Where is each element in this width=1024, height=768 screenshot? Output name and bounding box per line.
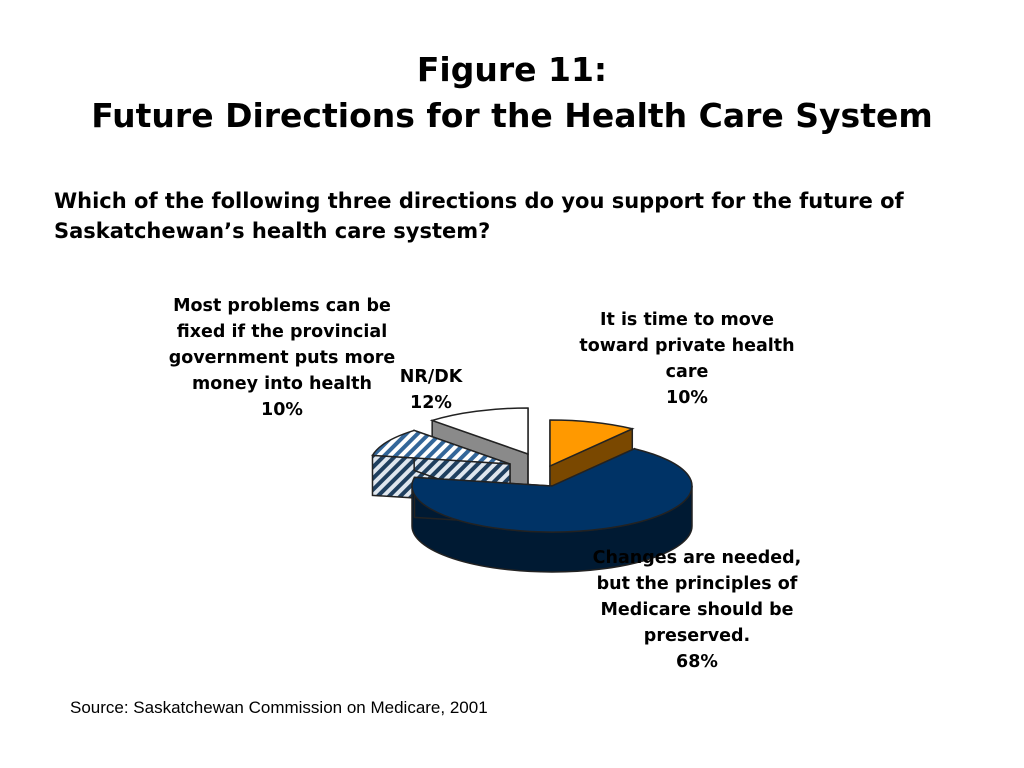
slice-label-private-care: It is time to move toward private health care 10% [579, 310, 795, 408]
source-note: Source: Saskatchewan Commission on Medicare, 2001 [70, 698, 488, 717]
slice-label-nr-dk: NR/DK 12% [399, 367, 463, 413]
figure-number: Figure 11: [416, 50, 608, 89]
slice-label-more-money: Most problems can be fixed if the provincial government puts more money into health 10% [168, 296, 396, 420]
chart-title: Future Directions for the Health Care System [91, 96, 933, 135]
slice-label-preserve-medicare: Changes are needed, but the principles of Medicare should be preserved. 68% [592, 548, 802, 672]
survey-question: Which of the following three directions do you support for the future of Saskatchewan’s health care system? [54, 189, 904, 243]
